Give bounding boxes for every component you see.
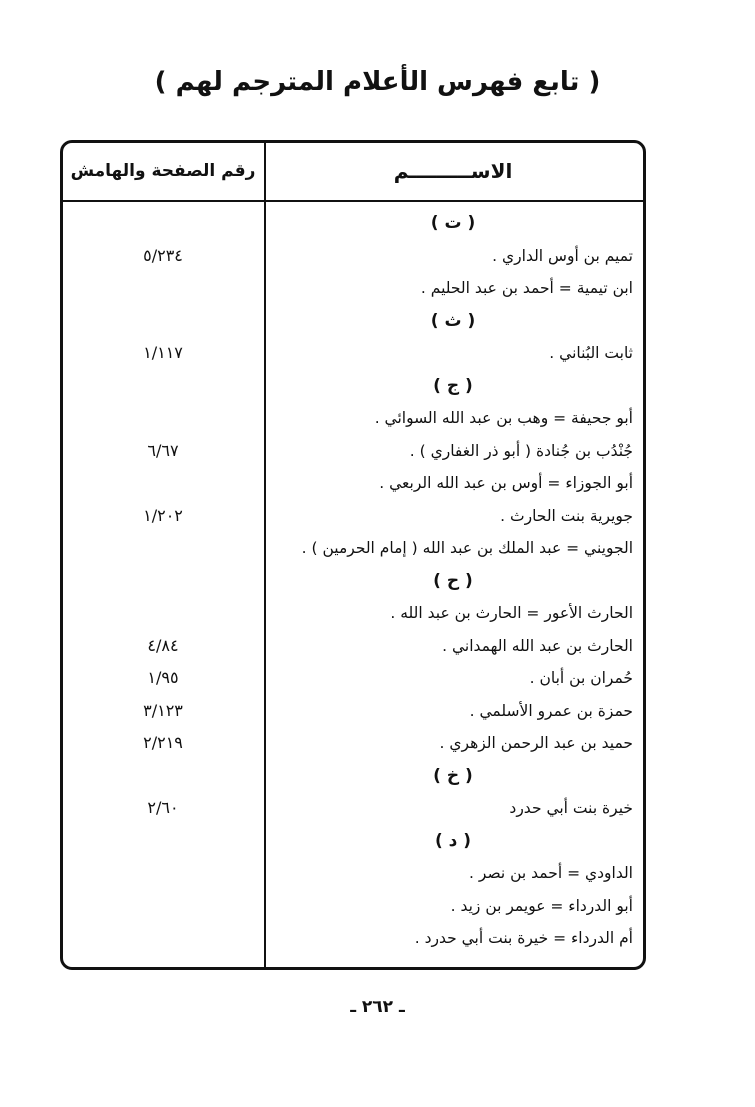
page-number: ـ ٢٦٢ ـ bbox=[350, 997, 405, 1017]
page-reference bbox=[63, 857, 263, 890]
page-reference bbox=[63, 370, 263, 403]
page-reference bbox=[63, 305, 263, 338]
table-row bbox=[63, 727, 643, 760]
page-reference bbox=[63, 402, 263, 435]
page-reference: ٣/١٢٣ bbox=[143, 700, 183, 720]
letter-heading-row bbox=[63, 305, 643, 338]
page-reference bbox=[63, 532, 263, 565]
table-row bbox=[63, 922, 643, 955]
page-reference bbox=[63, 467, 263, 500]
table-row bbox=[63, 435, 643, 468]
letter-heading: ( ث ) bbox=[430, 310, 476, 331]
header-page-column: رقم الصفحة والهامش bbox=[70, 161, 256, 181]
person-name: جُنْدُب بن جُنادة ( أبو ذر الغفاري ) . bbox=[409, 441, 633, 460]
table-row bbox=[63, 402, 643, 435]
letter-heading: ( ح ) bbox=[433, 570, 473, 591]
person-name: خيرة بنت أبي حدرد bbox=[509, 799, 633, 817]
page-reference: ١/٢٠٢ bbox=[143, 505, 183, 525]
letter-heading-row bbox=[63, 825, 643, 858]
letter-heading: ( د ) bbox=[434, 830, 472, 851]
page-reference bbox=[63, 922, 263, 955]
table-row bbox=[63, 272, 643, 305]
table-row bbox=[63, 467, 643, 500]
table-row bbox=[63, 337, 643, 370]
page-reference bbox=[63, 272, 263, 305]
letter-heading: ( ج ) bbox=[433, 375, 473, 396]
person-name: حميد بن عبد الرحمن الزهري . bbox=[439, 734, 633, 752]
letter-heading-row bbox=[63, 565, 643, 598]
person-name: الداودي = أحمد بن نصر . bbox=[469, 864, 633, 882]
person-name: ابن تيمية = أحمد بن عبد الحليم . bbox=[420, 279, 633, 297]
table-row bbox=[63, 500, 643, 533]
person-name: أم الدرداء = خيرة بنت أبي حدرد . bbox=[414, 929, 633, 947]
table-row bbox=[63, 792, 643, 825]
table-body bbox=[63, 207, 643, 955]
page-reference bbox=[63, 890, 263, 923]
page-reference: ١/٩٥ bbox=[147, 668, 179, 687]
person-name: الحارث بن عبد الله الهمداني . bbox=[442, 636, 633, 655]
letter-heading-row bbox=[63, 207, 643, 240]
letter-heading-row bbox=[63, 370, 643, 403]
table-row bbox=[63, 630, 643, 663]
page-reference bbox=[63, 760, 263, 793]
person-name: الجويني = عبد الملك بن عبد الله ( إمام الحرمين ) . bbox=[301, 539, 633, 557]
person-name: أبو جحيفة = وهب بن عبد الله السوائي . bbox=[374, 409, 633, 427]
table-row bbox=[63, 857, 643, 890]
person-name: تميم بن أوس الداري . bbox=[492, 246, 633, 265]
letter-heading: ( خ ) bbox=[433, 765, 473, 786]
page-reference bbox=[63, 207, 263, 240]
page-reference bbox=[63, 825, 263, 858]
person-name: حُمران بن أبان . bbox=[529, 669, 633, 687]
table-row bbox=[63, 240, 643, 273]
person-name: جويرية بنت الحارث . bbox=[500, 506, 633, 525]
table-header bbox=[63, 143, 643, 202]
page-reference: ٢/٢١٩ bbox=[143, 733, 183, 752]
page-title: ( تابع فهرس الأعلام المترجم لهم ) bbox=[154, 67, 601, 97]
person-name: ثابت البُناني . bbox=[549, 344, 633, 362]
person-name: أبو الدرداء = عويمر بن زيد . bbox=[450, 896, 633, 915]
page-reference: ٦/٦٧ bbox=[147, 440, 179, 460]
person-name: حمزة بن عمرو الأسلمي . bbox=[469, 701, 633, 720]
table-row bbox=[63, 695, 643, 728]
person-name: الحارث الأعور = الحارث بن عبد الله . bbox=[390, 604, 633, 622]
page-reference bbox=[63, 597, 263, 630]
table-row bbox=[63, 597, 643, 630]
header-name-column: الاســـــــــم bbox=[393, 159, 513, 183]
page-reference bbox=[63, 565, 263, 598]
names-index-table bbox=[60, 140, 646, 970]
table-row bbox=[63, 890, 643, 923]
page-reference: ١/١١٧ bbox=[143, 343, 183, 362]
page-reference: ٤/٨٤ bbox=[147, 635, 179, 655]
page-reference: ٥/٢٣٤ bbox=[143, 245, 183, 265]
letter-heading-row bbox=[63, 760, 643, 793]
person-name: أبو الجوزاء = أوس بن عبد الله الربعي . bbox=[379, 474, 633, 492]
table-row bbox=[63, 662, 643, 695]
table-row bbox=[63, 532, 643, 565]
page-reference: ٢/٦٠ bbox=[147, 798, 179, 817]
letter-heading: ( ت ) bbox=[430, 213, 476, 233]
